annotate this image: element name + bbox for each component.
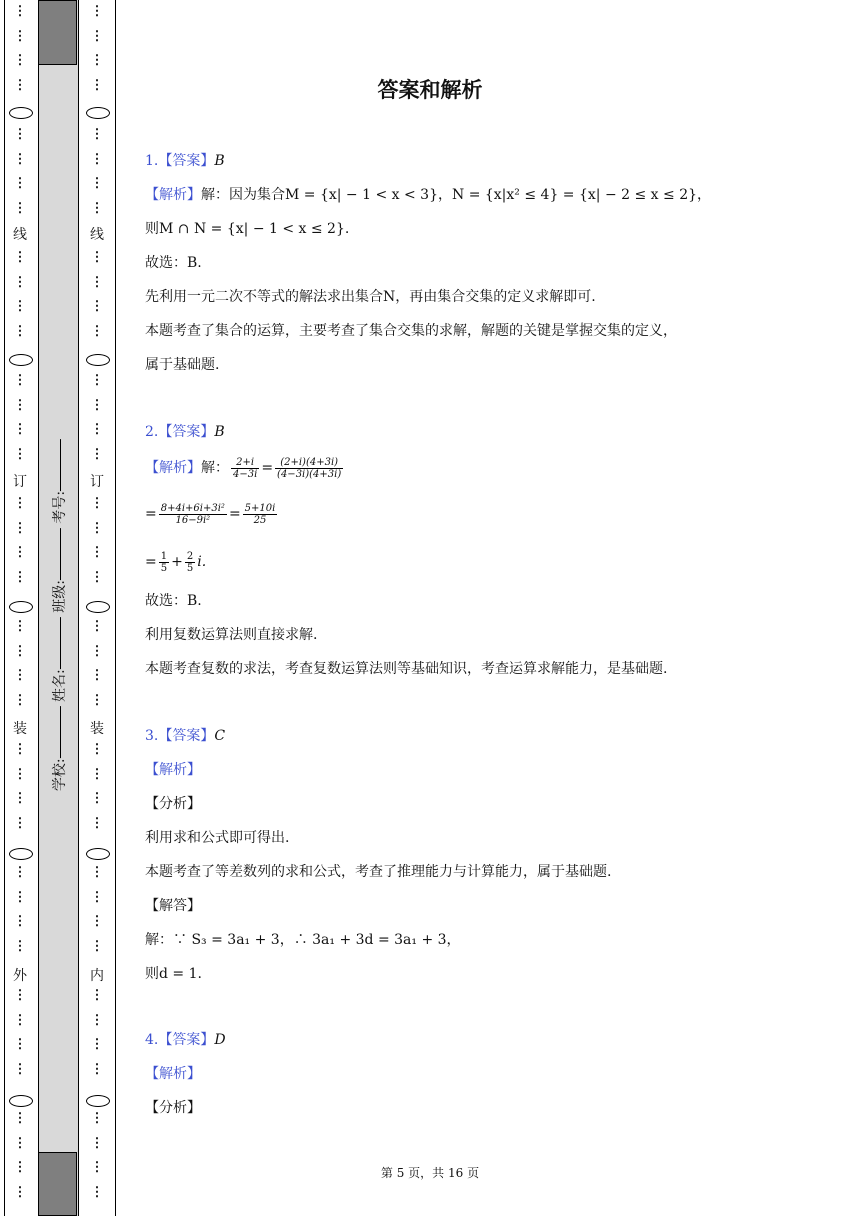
exam-no-field[interactable] (60, 439, 61, 491)
q2-line: 故选：B. (145, 593, 202, 609)
seal-dots: ⋮ (13, 299, 27, 315)
seal-dots: ⋮ (13, 176, 27, 192)
q4-answer-value: D (214, 1032, 226, 1048)
seal-dots: ⋮ (90, 1061, 104, 1077)
fraction: $\frac{2}{5}$ (186, 550, 194, 574)
seal-dots: ⋮ (13, 569, 27, 585)
name-field[interactable] (60, 617, 61, 669)
seal-dots: ⋮ (13, 1111, 27, 1126)
q1-line: 属于基础题. (145, 357, 220, 373)
seal-dots: ⋮ (90, 299, 104, 315)
q2-analysis-tag: 【解析】 (145, 460, 201, 476)
seal-dots: ⋮ (90, 1135, 104, 1151)
seal-dots: ⋮ (13, 274, 27, 290)
seal-dots: ⋮ (90, 643, 104, 659)
seal-dots: ⋮ (13, 200, 27, 216)
q2-answer-label: 2.【答案】 (145, 424, 215, 440)
seal-label: 内 (90, 968, 104, 984)
q3-line: 【解答】 (145, 898, 201, 914)
q3-line: 解：∵ S₃ = 3a₁ + 3，∴ 3a₁ + 3d = 3a₁ + 3， (145, 932, 461, 948)
seal-dots: ⋮ (90, 815, 104, 831)
seal-dots: ⋮ (13, 668, 27, 684)
name-label: 姓名: (52, 669, 68, 702)
seal-dots: ⋮ (13, 742, 27, 757)
q1-line: 本题考查了集合的运算，主要考查了集合交集的求解，解题的关键是掌握交集的定义， (145, 323, 677, 339)
seal-dots: ⋮ (90, 397, 104, 413)
q3-analysis-tag: 【解析】 (145, 762, 201, 778)
seal-dots: ⋮ (90, 791, 104, 807)
school-label: 学校: (52, 758, 68, 792)
seal-dots: ⋮ (90, 4, 104, 19)
fraction: $\frac{\text{8+4i+6i+3i²}}{\text{16−9i²}}$ (160, 502, 225, 526)
q3-answer-label: 3.【答案】 (145, 728, 215, 744)
seal-dots: ⋮ (90, 422, 104, 438)
seal-dots: ⋮ (90, 1012, 104, 1028)
seal-dots: ⋮ (13, 889, 27, 905)
seal-dots: ⋮ (13, 791, 27, 807)
seal-dots: ⋮ (13, 127, 27, 142)
seal-dots: ⋮ (13, 865, 27, 880)
seal-dots: ⋮ (13, 1160, 27, 1176)
seal-dots: ⋮ (13, 1061, 27, 1077)
seal-dots: ⋮ (90, 200, 104, 216)
seal-dots: ⋮ (13, 815, 27, 831)
q1-answer (145, 152, 225, 170)
seal-label: 装 (90, 721, 104, 737)
q1-line: 则M ∩ N = {x| − 1 < x ≤ 2}. (145, 221, 350, 237)
seal-dots: ⋮ (13, 988, 27, 1003)
q4-answer-label: 4.【答案】 (145, 1032, 215, 1048)
q3-line: 【分析】 (145, 796, 201, 812)
seal-dots: ⋮ (13, 766, 27, 782)
q3-answer (145, 727, 225, 745)
seal-dots: ⋮ (13, 938, 27, 954)
seal-dots: ⋮ (90, 619, 104, 634)
fraction: $\frac{5+10i}{25}$ (244, 502, 276, 526)
seal-dots: ⋮ (13, 323, 27, 339)
q1-line: 故选：B. (145, 255, 202, 271)
gray-block-bottom (38, 1152, 77, 1216)
margin-rule (78, 0, 79, 1216)
seal-dots: ⋮ (90, 889, 104, 905)
q2-answer-value: B (214, 424, 225, 440)
seal-dots: ⋮ (13, 151, 27, 167)
seal-dots: ⋮ (90, 1160, 104, 1176)
q4-answer (145, 1031, 226, 1049)
seal-dots: ⋮ (13, 1037, 27, 1053)
seal-dots: ⋮ (13, 545, 27, 561)
seal-dots: ⋮ (90, 1037, 104, 1053)
q1-answer-label: 1.【答案】 (145, 153, 215, 169)
seal-dots: ⋮ (90, 53, 104, 69)
seal-dots: ⋮ (13, 692, 27, 708)
seal-label: 线 (90, 227, 104, 243)
seal-dots: ⋮ (90, 1111, 104, 1126)
student-info (40, 395, 78, 835)
q4-analysis-tag: 【解析】 (145, 1066, 201, 1082)
q2-line: 利用复数运算法则直接求解. (145, 627, 318, 643)
inner-seal-line (86, 0, 108, 1216)
seal-dots: ⋮ (90, 569, 104, 585)
seal-dots: ⋮ (13, 619, 27, 634)
school-field[interactable] (60, 706, 61, 758)
gray-block-top (38, 0, 77, 65)
fraction: $\frac{2+i}{4-3i}$ (233, 456, 258, 480)
seal-dots: ⋮ (90, 692, 104, 708)
seal-dots: ⋮ (13, 4, 27, 19)
q2-line: 本题考查复数的求法，考查复数运算法则等基础知识，考查运算求解能力，是基础题. (145, 661, 668, 677)
margin-rule (4, 0, 5, 1216)
margin-rule (115, 0, 116, 1216)
seal-dots: ⋮ (90, 914, 104, 930)
q1-analysis (145, 186, 711, 204)
seal-dots: ⋮ (13, 77, 27, 93)
page-footer: 第 5 页，共 16 页 (380, 1166, 480, 1180)
seal-dots: ⋮ (13, 28, 27, 44)
seal-dots: ⋮ (90, 938, 104, 954)
seal-dots: ⋮ (90, 742, 104, 757)
seal-dots: ⋮ (13, 373, 27, 388)
q4-line: 【分析】 (145, 1100, 201, 1116)
seal-dots: ⋮ (13, 914, 27, 930)
seal-dots: ⋮ (13, 397, 27, 413)
seal-label: 订 (90, 474, 104, 490)
seal-dots: ⋮ (90, 151, 104, 167)
seal-dots: ⋮ (90, 28, 104, 44)
seal-dots: ⋮ (90, 77, 104, 93)
seal-dots: ⋮ (13, 643, 27, 659)
seal-label: 线 (13, 227, 27, 243)
seal-label: 订 (13, 474, 27, 490)
seal-dots: ⋮ (90, 520, 104, 536)
seal-dots: ⋮ (90, 1184, 104, 1200)
seal-dots: ⋮ (13, 1184, 27, 1200)
seal-dots: ⋮ (13, 53, 27, 69)
class-label: 班级: (52, 580, 68, 613)
seal-dots: ⋮ (90, 545, 104, 561)
seal-dots: ⋮ (90, 176, 104, 192)
seal-dots: ⋮ (90, 127, 104, 142)
seal-dots: ⋮ (90, 446, 104, 462)
outer-seal-line (9, 0, 31, 1216)
seal-dots: ⋮ (13, 422, 27, 438)
seal-dots: ⋮ (90, 250, 104, 265)
seal-dots: ⋮ (90, 373, 104, 388)
q3-line: 本题考查了等差数列的求和公式，考查了推理能力与计算能力，属于基础题. (145, 864, 612, 880)
binding-margin (0, 0, 116, 1216)
seal-dots: ⋮ (13, 1012, 27, 1028)
seal-dots: ⋮ (90, 274, 104, 290)
q1-analysis-tag: 【解析】 (145, 187, 201, 203)
exam-no-label: 考号: (52, 490, 68, 524)
page-title: 答案和解析 (377, 78, 483, 102)
seal-dots: ⋮ (90, 496, 104, 511)
seal-dots: ⋮ (90, 766, 104, 782)
fraction: $\frac{1}{5}$ (160, 550, 168, 574)
seal-dots: ⋮ (90, 865, 104, 880)
q2-answer (145, 423, 225, 441)
seal-dots: ⋮ (13, 496, 27, 511)
q1-answer-value: B (214, 153, 225, 169)
q2-step-1: 【解析】解： $\frac{2+i}{4-3i}$ = $\frac{(2+i)(4+3i)}{(4-3i)(4+3i)}$ (145, 456, 342, 480)
q3-answer-value: C (214, 728, 226, 744)
seal-dots: ⋮ (90, 668, 104, 684)
seal-dots: ⋮ (13, 1135, 27, 1151)
seal-dots: ⋮ (90, 323, 104, 339)
seal-dots: ⋮ (13, 520, 27, 536)
q3-line: 利用求和公式即可得出. (145, 830, 290, 846)
q2-step-2: = $\frac{\text{8+4i+6i+3i²}}{\text{16−9i²}}$ = $\frac{5+10i}{25}$ (145, 502, 276, 526)
seal-label: 装 (13, 721, 27, 737)
seal-label: 外 (13, 968, 27, 984)
q2-sol-prefix: 解： (201, 460, 229, 476)
q2-step-3: = $\frac{1}{5}$ + $\frac{2}{5}$ i. (145, 550, 207, 574)
class-field[interactable] (60, 528, 61, 580)
fraction: $\frac{(2+i)(4+3i)}{(4-3i)(4+3i)}$ (277, 456, 342, 480)
q1-line: 先利用一元二次不等式的解法求出集合N，再由集合交集的定义求解即可. (145, 289, 596, 305)
q3-line: 则d = 1. (145, 966, 202, 982)
q1-line: 解：因为集合M = {x| − 1 < x < 3}，N = {x|x² ≤ 4} = {x| − 2 ≤ x ≤ 2}， (201, 187, 712, 203)
seal-dots: ⋮ (90, 988, 104, 1003)
seal-dots: ⋮ (13, 250, 27, 265)
seal-dots: ⋮ (13, 446, 27, 462)
